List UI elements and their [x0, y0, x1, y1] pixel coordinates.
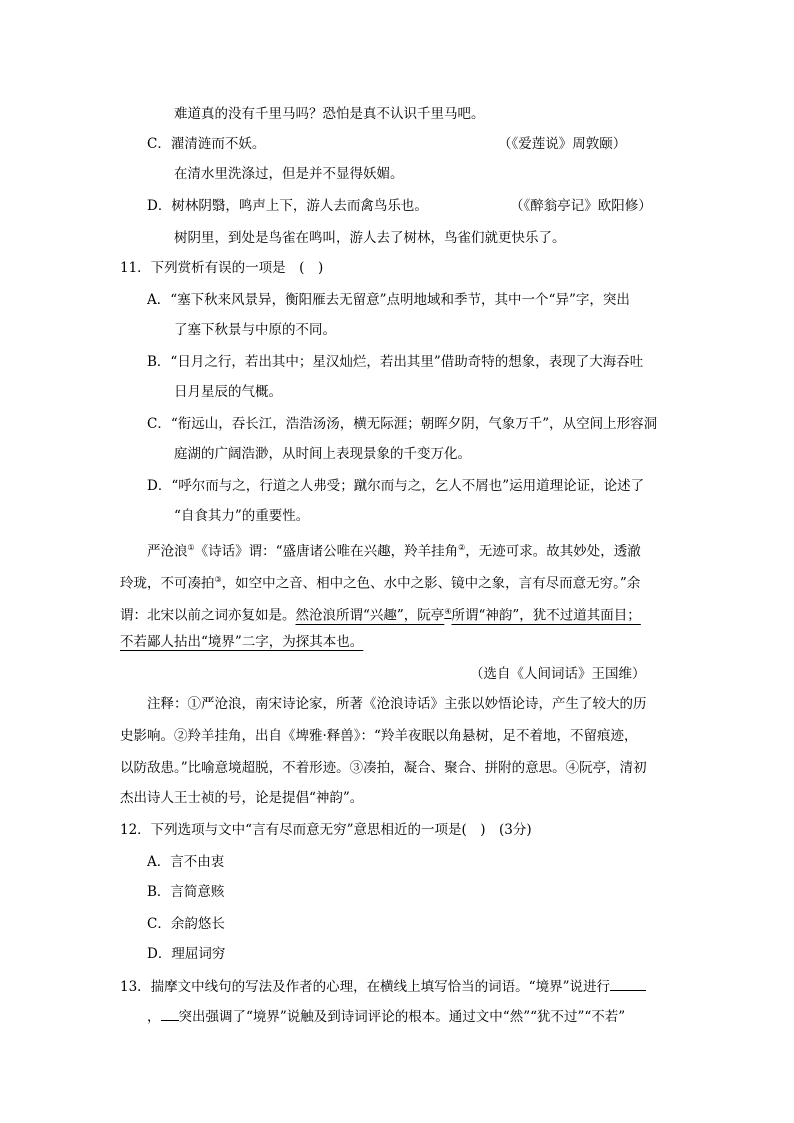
q11-option-b-line1: B．“日月之行，若出其中；星汉灿烂，若出其里”借助奇特的想象，表现了大海吞吐 [147, 354, 644, 370]
footnote-ref-2: ② [458, 543, 466, 552]
q11-option-d-line2: “自食其力”的重要性。 [174, 508, 310, 524]
q11-option-b-line2: 日月星辰的气概。 [174, 384, 282, 400]
passage-author: 严沧浪 [147, 543, 188, 560]
q12-option-a: A．言不由衷 [147, 854, 225, 870]
passage-line2-head: 玲珑，不可凑拍 [120, 575, 215, 592]
q10-option-d-source: （《醉翁亭记》欧阳修） [510, 198, 652, 214]
q13-line1 [120, 976, 646, 997]
q11-option-a-line2: 了塞下秋景与中原的不同。 [174, 322, 336, 338]
underlined-sentence-part2: 所谓“神韵”，犹不过道其面目； [451, 607, 641, 624]
q11-option-c-line1: C．“衔远山，吞长江，浩浩汤汤，横无际涯；朝晖夕阴，气象万千”，从空间上形容洞 [147, 416, 658, 432]
footnote-ref-4: ④ [444, 607, 452, 616]
q11-stem: 11．下列赏析有误的一项是 ( ) [120, 260, 324, 276]
underlined-sentence-part3: 不若鄙人拈出“境界”二字，为探其本也。 [120, 634, 364, 650]
passage-line3-plain: 谓：北宋以前之词亦复如是。 [120, 607, 296, 624]
q13-line2-comma: ， [147, 1009, 161, 1025]
q10-option-c-source: （《爱莲说》周敦颐） [498, 136, 627, 152]
underlined-sentence-part1: 然沧浪所谓“兴趣”，阮亭 [295, 607, 445, 624]
q12-option-b: B．言简意赅 [147, 884, 225, 900]
footnote-ref-1: ① [187, 543, 195, 552]
passage-source: （选自《人间词话》王国维） [470, 666, 646, 682]
q10-option-d-translation: 树阴里，到处是鸟雀在鸣叫，游人去了树林，鸟雀们就更快乐了。 [174, 230, 566, 246]
passage-line2 [120, 570, 640, 594]
notes-line2: 史影响。②羚羊挂角，出自《埤雅·释兽》：“羚羊夜眠以角悬树，足不着地，不留痕迹， [120, 728, 638, 744]
q13-line2-text: 突出强调了“境界”说触及到诗词评论的根本。通过文中“然”“犹不过”“不若” [178, 1009, 626, 1025]
passage-line3 [120, 602, 641, 626]
q12-option-c: C．余韵悠长 [147, 916, 225, 932]
q10-option-c: C．濯清涟而不妖。 [147, 136, 266, 152]
q10-option-c-translation: 在清水里洗涤过，但是并不显得妖媚。 [174, 166, 404, 182]
q12-stem: 12．下列选项与文中“言有尽而意无穷”意思相近的一项是( ) (3分) [120, 822, 532, 838]
q10-option-d: D．树林阴翳，鸣声上下，游人去而禽鸟乐也。 [147, 198, 428, 214]
answer-blank-2[interactable] [161, 1006, 179, 1021]
q11-option-d-line1: D．“呼尔而与之，行道之人弗受；蹴尔而与之，乞人不屑也”运用道理论证，论述了 [147, 478, 645, 494]
passage-line4 [120, 632, 363, 652]
q11-option-a-line1: A．“塞下秋来风景异，衡阳雁去无留意”点明地域和季节，其中一个“异”字，突出 [147, 292, 630, 308]
answer-blank-1[interactable] [610, 976, 646, 991]
q10-prev-translation: 难道真的没有千里马吗？恐怕是真不认识千里马吧。 [174, 106, 485, 122]
q13-line1-text: 13．揣摩文中线句的写法及作者的心理，在横线上填写恰当的词语。“境界”说进行 [120, 979, 610, 995]
notes-line4: 杰出诗人王士祯的号，论是提倡“神韵”。 [120, 790, 364, 806]
q12-option-d: D．理屈词穷 [147, 946, 226, 962]
passage-line1 [147, 538, 641, 562]
q11-option-c-line2: 庭湖的广阔浩渺，从时间上表现景象的千变万化。 [174, 446, 471, 462]
q13-line2 [147, 1006, 625, 1027]
notes-line1: 注释：①严沧浪，南宋诗论家，所著《沧浪诗话》主张以妙悟论诗，产生了较大的历 [147, 696, 647, 712]
footnote-ref-3: ③ [214, 575, 222, 584]
notes-line3: 以防敌患。”比喻意境超脱，不着形迹。③凑拍，凝合、聚合、拼附的意思。④阮亭，清初 [120, 760, 647, 776]
passage-line1-tail: ，无迹可求。故其妙处，透澈 [465, 543, 641, 560]
passage-line2-text: ，如空中之音、相中之色、水中之影、镜中之象，言有尽而意无穷。”余 [221, 575, 641, 592]
passage-line1-text: 《诗话》谓：“盛唐诸公唯在兴趣，羚羊挂角 [194, 543, 459, 560]
